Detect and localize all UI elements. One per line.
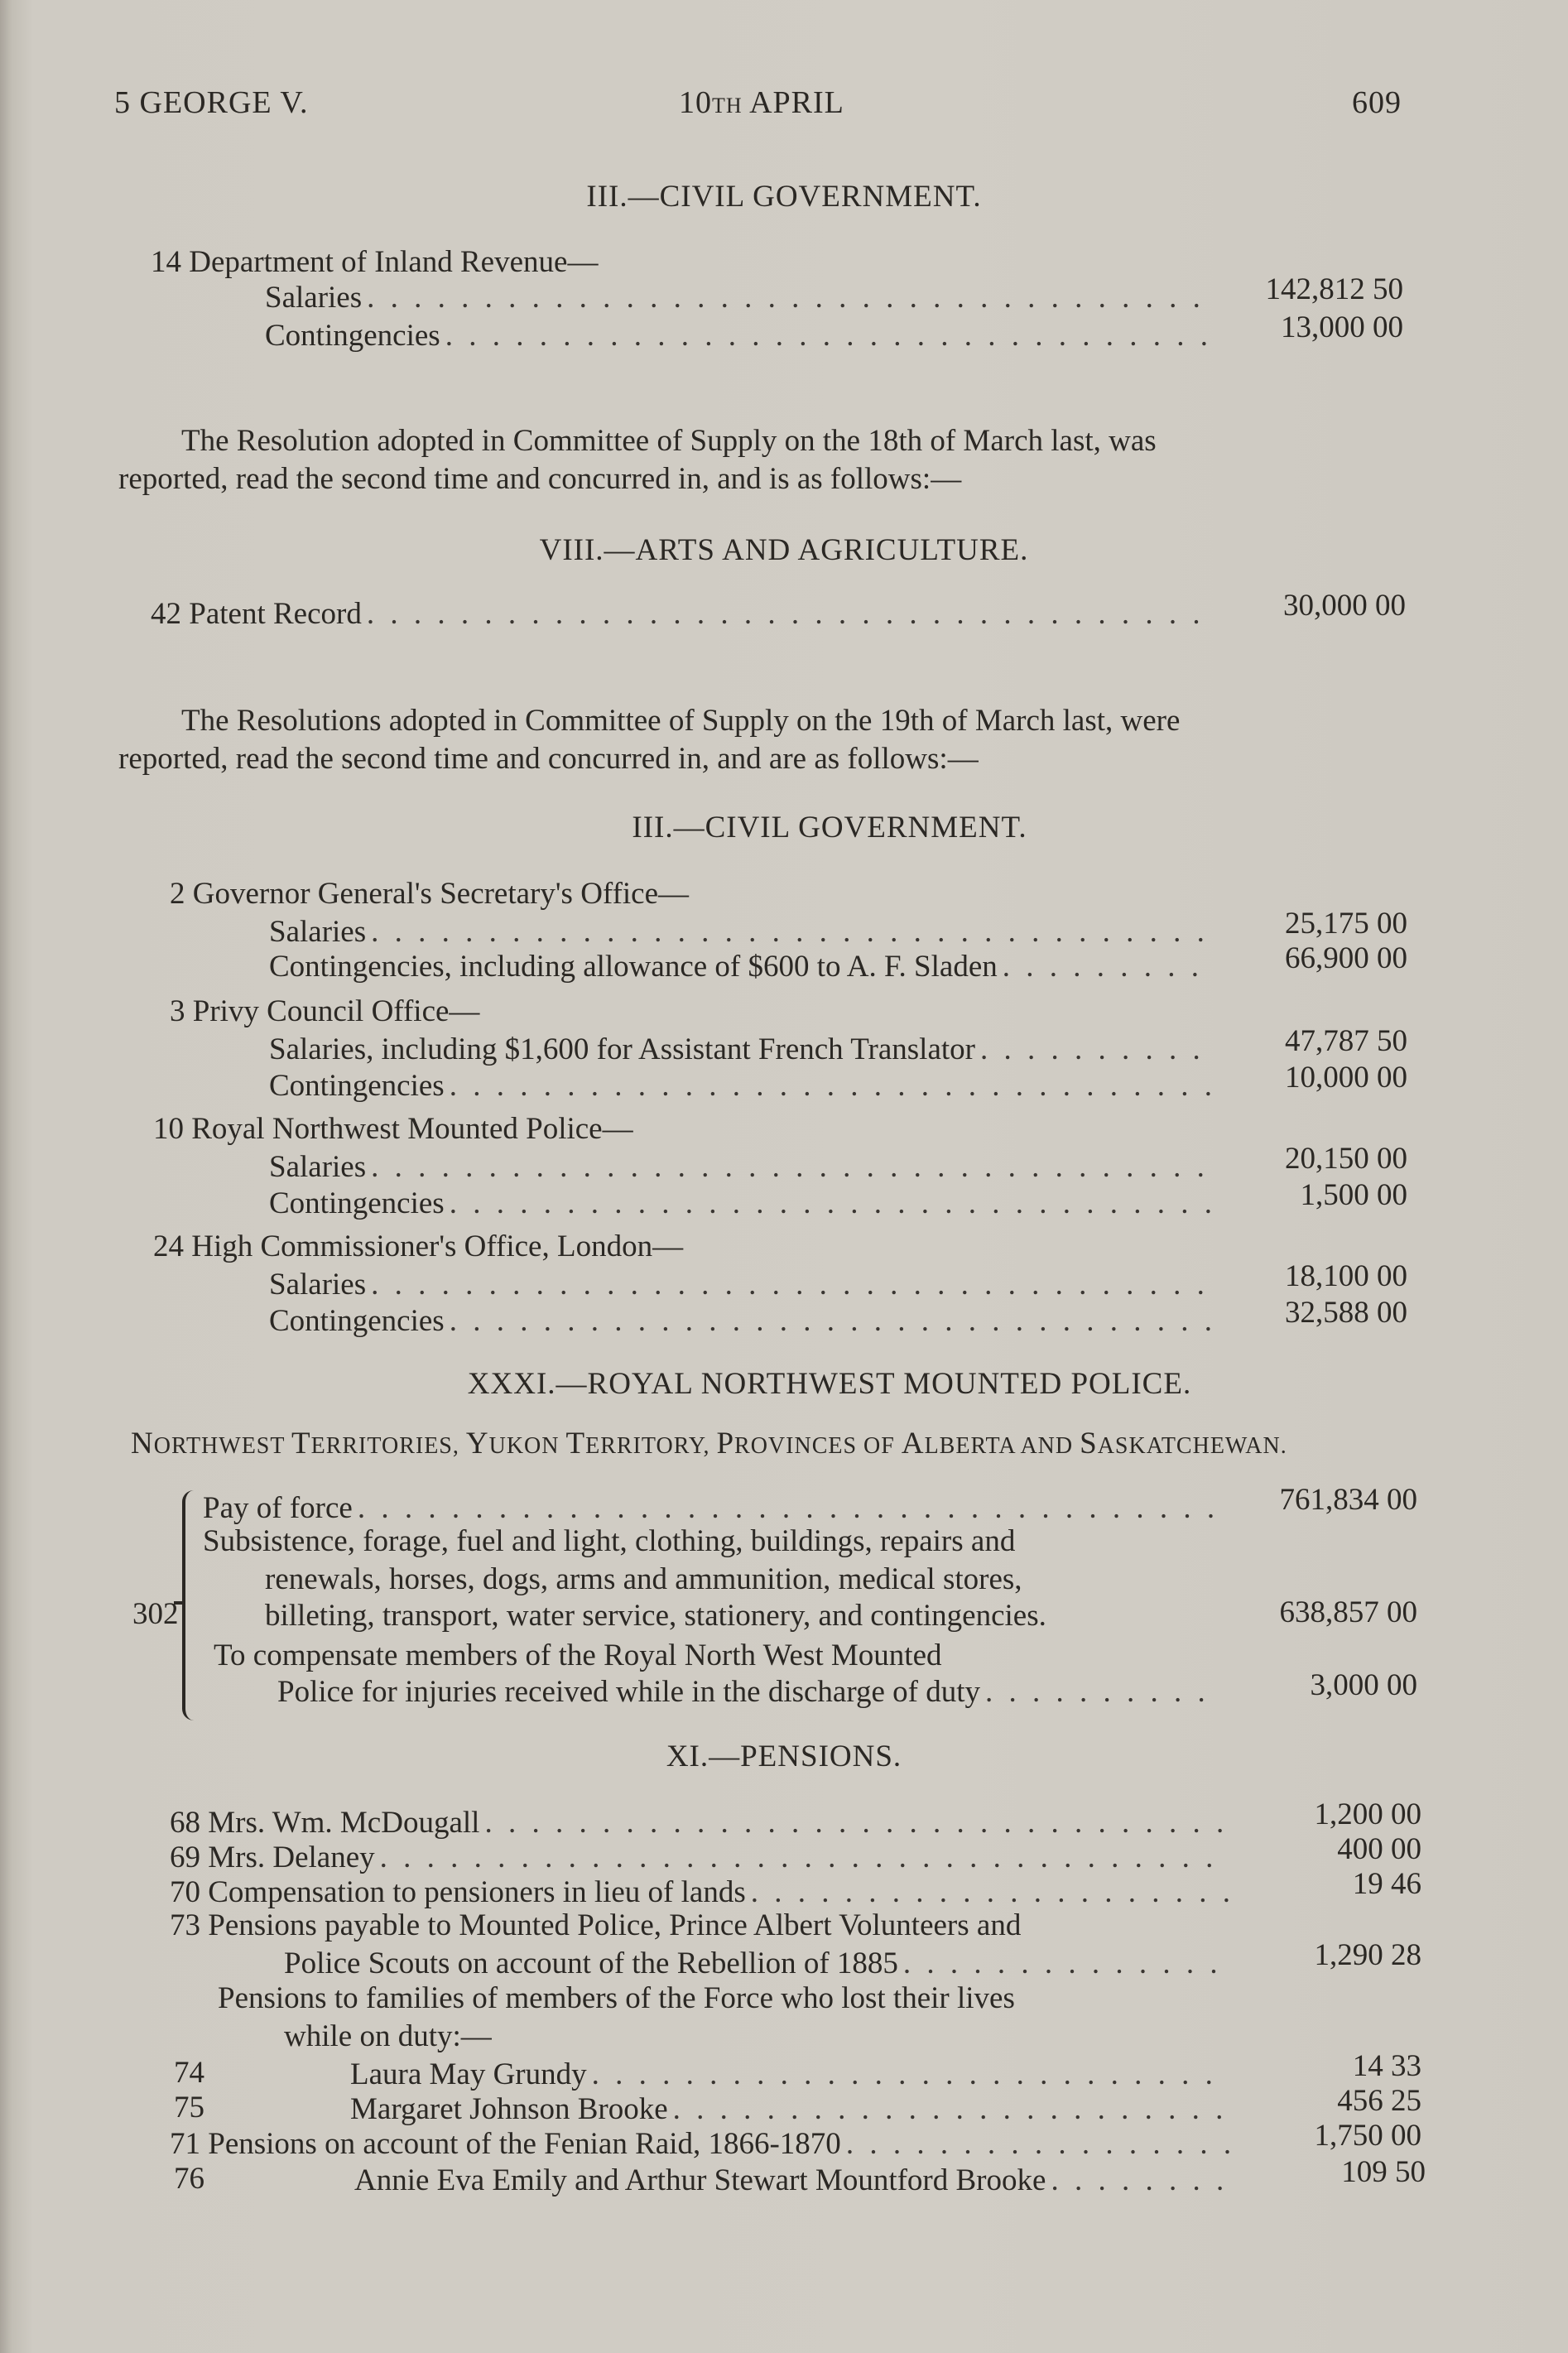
- leader-dots: [985, 1674, 1221, 1710]
- leader-dots: [450, 1303, 1213, 1339]
- leader-dots: [371, 1267, 1213, 1302]
- header-date-day: 10: [679, 85, 712, 120]
- page-number: 609: [1352, 85, 1402, 120]
- line-item-label: 71 Pensions on account of the Fenian Raid, 1866-1870: [170, 2127, 841, 2161]
- subheading-initial: A: [901, 1427, 925, 1460]
- line-item-amount: 20,150 00: [1285, 1142, 1407, 1176]
- line-item-label: Laura May Grundy: [350, 2057, 587, 2091]
- line-item-pay-of-force: [203, 1490, 1221, 1527]
- leader-dots: [751, 1874, 1229, 1910]
- line-item-amount: 142,812 50: [1265, 272, 1403, 306]
- section-heading-rnwmp: XXXI.—ROYAL NORTHWEST MOUNTED POLICE.: [467, 1367, 1192, 1401]
- compensate-line-2: [277, 1674, 1221, 1711]
- item-title-inland-revenue: 14 Department of Inland Revenue—: [151, 245, 599, 279]
- pension-row-71: [170, 2126, 1229, 2163]
- line-item-label: 42 Patent Record: [151, 597, 362, 631]
- line-item-amount: 109 50: [1341, 2155, 1426, 2189]
- line-item-amount: 19 46: [1352, 1867, 1421, 1901]
- line-item-amount: 1,750 00: [1314, 2119, 1421, 2153]
- paragraph-line: The Resolution adopted in Committee of Supply on the 18th of March last, was: [181, 424, 1157, 458]
- compensate-line-1: To compensate members of the Royal North West Mounted: [214, 1638, 942, 1672]
- subheading-word: ROVINCES OF: [734, 1433, 895, 1459]
- pension-number: 76: [174, 2162, 204, 2196]
- families-line-1: Pensions to families of members of the Force who lost their lives: [218, 1981, 1015, 2015]
- line-item-contingencies: [269, 1186, 1213, 1222]
- pension-row-73-line-2: [284, 1946, 1229, 1982]
- leader-dots: [371, 914, 1213, 950]
- leader-dots: [371, 1149, 1213, 1185]
- resolution-paragraph-2: [118, 702, 1410, 778]
- line-item-label: Police Scouts on account of the Rebellion of 1885: [284, 1946, 898, 1980]
- line-item-patent-record: [151, 596, 1210, 633]
- paragraph-line: reported, read the second time and concurred in, and is as follows:—: [118, 462, 962, 496]
- line-item-salaries: [269, 1149, 1213, 1186]
- line-item-amount: 3,000 00: [1310, 1668, 1417, 1702]
- section-heading-arts-agriculture: VIII.—ARTS AND AGRICULTURE.: [539, 533, 1029, 567]
- line-item-label: 69 Mrs. Delaney: [170, 1841, 375, 1874]
- line-item-amount: 25,175 00: [1285, 907, 1407, 941]
- line-item-label: Annie Eva Emily and Arthur Stewart Mountford Brooke: [354, 2163, 1046, 2197]
- item-title-privy-council: 3 Privy Council Office—: [170, 994, 480, 1028]
- line-item-amount: 400 00: [1337, 1832, 1421, 1866]
- pension-row-73-line-1: 73 Pensions payable to Mounted Police, Prince Albert Volunteers and: [170, 1908, 1022, 1942]
- pension-number: 74: [174, 2056, 204, 2090]
- pension-row-74: [350, 2057, 1229, 2093]
- subheading-territories: [131, 1426, 1287, 1461]
- line-item-label: Salaries: [269, 1268, 367, 1302]
- leader-dots: [445, 318, 1209, 354]
- line-item-amount: 47,787 50: [1285, 1024, 1407, 1058]
- line-item-amount: 13,000 00: [1281, 310, 1403, 344]
- line-item-amount: 32,588 00: [1285, 1296, 1407, 1330]
- subheading-initial: N: [131, 1427, 154, 1460]
- pension-row-75: [350, 2091, 1229, 2128]
- leader-dots: [484, 1805, 1229, 1841]
- leader-dots: [592, 2057, 1229, 2092]
- line-item-label: Contingencies: [269, 1069, 445, 1103]
- line-item-salaries: [265, 280, 1209, 316]
- line-item-contingencies: [269, 1068, 1213, 1104]
- curly-brace-icon: [182, 1490, 200, 1720]
- header-date-suffix: TH: [712, 94, 743, 118]
- subheading-word: ORTHWEST: [153, 1433, 285, 1459]
- subheading-initial: S: [1080, 1427, 1098, 1460]
- subheading-word: ERRITORIES,: [310, 1433, 459, 1459]
- line-item-contingencies: [265, 318, 1209, 354]
- section-heading-civil-government: III.—CIVIL GOVERNMENT.: [632, 811, 1027, 844]
- line-item-contingencies: [269, 1303, 1213, 1340]
- line-item-amount: 1,200 00: [1314, 1797, 1421, 1831]
- resolution-paragraph-1: [118, 422, 1410, 498]
- line-item-amount: 1,500 00: [1300, 1178, 1407, 1212]
- pension-row-68: [170, 1805, 1229, 1841]
- line-item-label: Contingencies: [265, 319, 440, 353]
- leader-dots: [380, 1840, 1229, 1875]
- line-item-amount: 456 25: [1337, 2084, 1421, 2118]
- line-item-amount: 14 33: [1352, 2049, 1421, 2083]
- header-date-month: APRIL: [749, 85, 844, 120]
- line-item-label: Salaries: [265, 281, 363, 315]
- leader-dots: [450, 1068, 1213, 1104]
- subheading-word: ERRITORY,: [585, 1433, 710, 1459]
- subheading-initial: T: [291, 1427, 311, 1460]
- line-item-label: 68 Mrs. Wm. McDougall: [170, 1806, 480, 1840]
- subsistence-line-1: Subsistence, forage, fuel and light, clothing, buildings, repairs and: [203, 1524, 1016, 1558]
- subheading-word: LBERTA AND: [924, 1433, 1074, 1459]
- line-item-amount: 66,900 00: [1285, 941, 1407, 975]
- line-item-salaries: [269, 914, 1213, 950]
- line-item-salaries: [269, 1032, 1213, 1068]
- line-item-amount: 30,000 00: [1283, 589, 1406, 623]
- leader-dots: [673, 2091, 1229, 2127]
- families-line-2: while on duty:—: [284, 2019, 492, 2053]
- pension-row-70: [170, 1874, 1229, 1911]
- line-item-amount: 18,100 00: [1285, 1259, 1407, 1293]
- header-date: [679, 84, 844, 121]
- header-regnal-year: 5 GEORGE V.: [114, 85, 309, 120]
- line-item-label: 70 Compensation to pensioners in lieu of lands: [170, 1875, 746, 1909]
- line-item-label: Salaries: [269, 1150, 367, 1184]
- item-title-high-commissioner: 24 High Commissioner's Office, London—: [153, 1229, 684, 1263]
- line-item-contingencies: [269, 949, 1213, 985]
- line-item-amount: 10,000 00: [1285, 1061, 1407, 1095]
- subsistence-line-2: renewals, horses, dogs, arms and ammunition, medical stores,: [265, 1562, 1022, 1596]
- section-heading-pensions: XI.—PENSIONS.: [666, 1739, 902, 1773]
- line-item-label: Police for injuries received while in the discharge of duty: [277, 1675, 981, 1709]
- pension-row-76: [354, 2163, 1229, 2199]
- paragraph-line: reported, read the second time and concurred in, and are as follows:—: [118, 742, 979, 776]
- line-item-label: Contingencies, including allowance of $600 to A. F. Sladen: [269, 950, 998, 984]
- line-item-amount: 761,834 00: [1279, 1483, 1417, 1517]
- subheading-initial: P: [716, 1427, 735, 1460]
- vote-number: 302: [132, 1597, 179, 1631]
- line-item-label: Salaries, including $1,600 for Assistant French Translator: [269, 1032, 975, 1066]
- subheading-initial: Y: [465, 1427, 489, 1460]
- line-item-amount: 1,290 28: [1314, 1938, 1421, 1972]
- leader-dots: [1003, 949, 1213, 984]
- line-item-label: Contingencies: [269, 1186, 445, 1220]
- line-item-amount: 638,857 00: [1279, 1595, 1417, 1629]
- leader-dots: [903, 1946, 1229, 1981]
- leader-dots: [846, 2126, 1229, 2162]
- leader-dots: [367, 280, 1209, 315]
- subheading-word: UKON: [488, 1433, 560, 1459]
- leader-dots: [1051, 2163, 1229, 2198]
- line-item-label: Margaret Johnson Brooke: [350, 2092, 668, 2126]
- subheading-word: ASKATCHEWAN.: [1097, 1433, 1287, 1459]
- leader-dots: [358, 1490, 1221, 1526]
- leader-dots: [450, 1186, 1213, 1221]
- line-item-label: Pay of force: [203, 1491, 353, 1525]
- subheading-initial: T: [565, 1427, 586, 1460]
- item-title-governor-general: 2 Governor General's Secretary's Office—: [170, 877, 690, 911]
- pension-row-69: [170, 1840, 1229, 1876]
- item-title-rnwmp: 10 Royal Northwest Mounted Police—: [153, 1112, 633, 1146]
- line-item-salaries: [269, 1267, 1213, 1303]
- leader-dots: [980, 1032, 1213, 1067]
- subsistence-line-3: billeting, transport, water service, stationery, and contingencies.: [265, 1599, 1046, 1633]
- line-item-label: Salaries: [269, 915, 367, 949]
- line-item-label: Contingencies: [269, 1304, 445, 1338]
- paragraph-line: The Resolutions adopted in Committee of Supply on the 19th of March last, were: [181, 704, 1181, 738]
- pension-number: 75: [174, 2091, 204, 2124]
- section-heading-civil-government: III.—CIVIL GOVERNMENT.: [586, 180, 982, 214]
- leader-dots: [367, 596, 1210, 632]
